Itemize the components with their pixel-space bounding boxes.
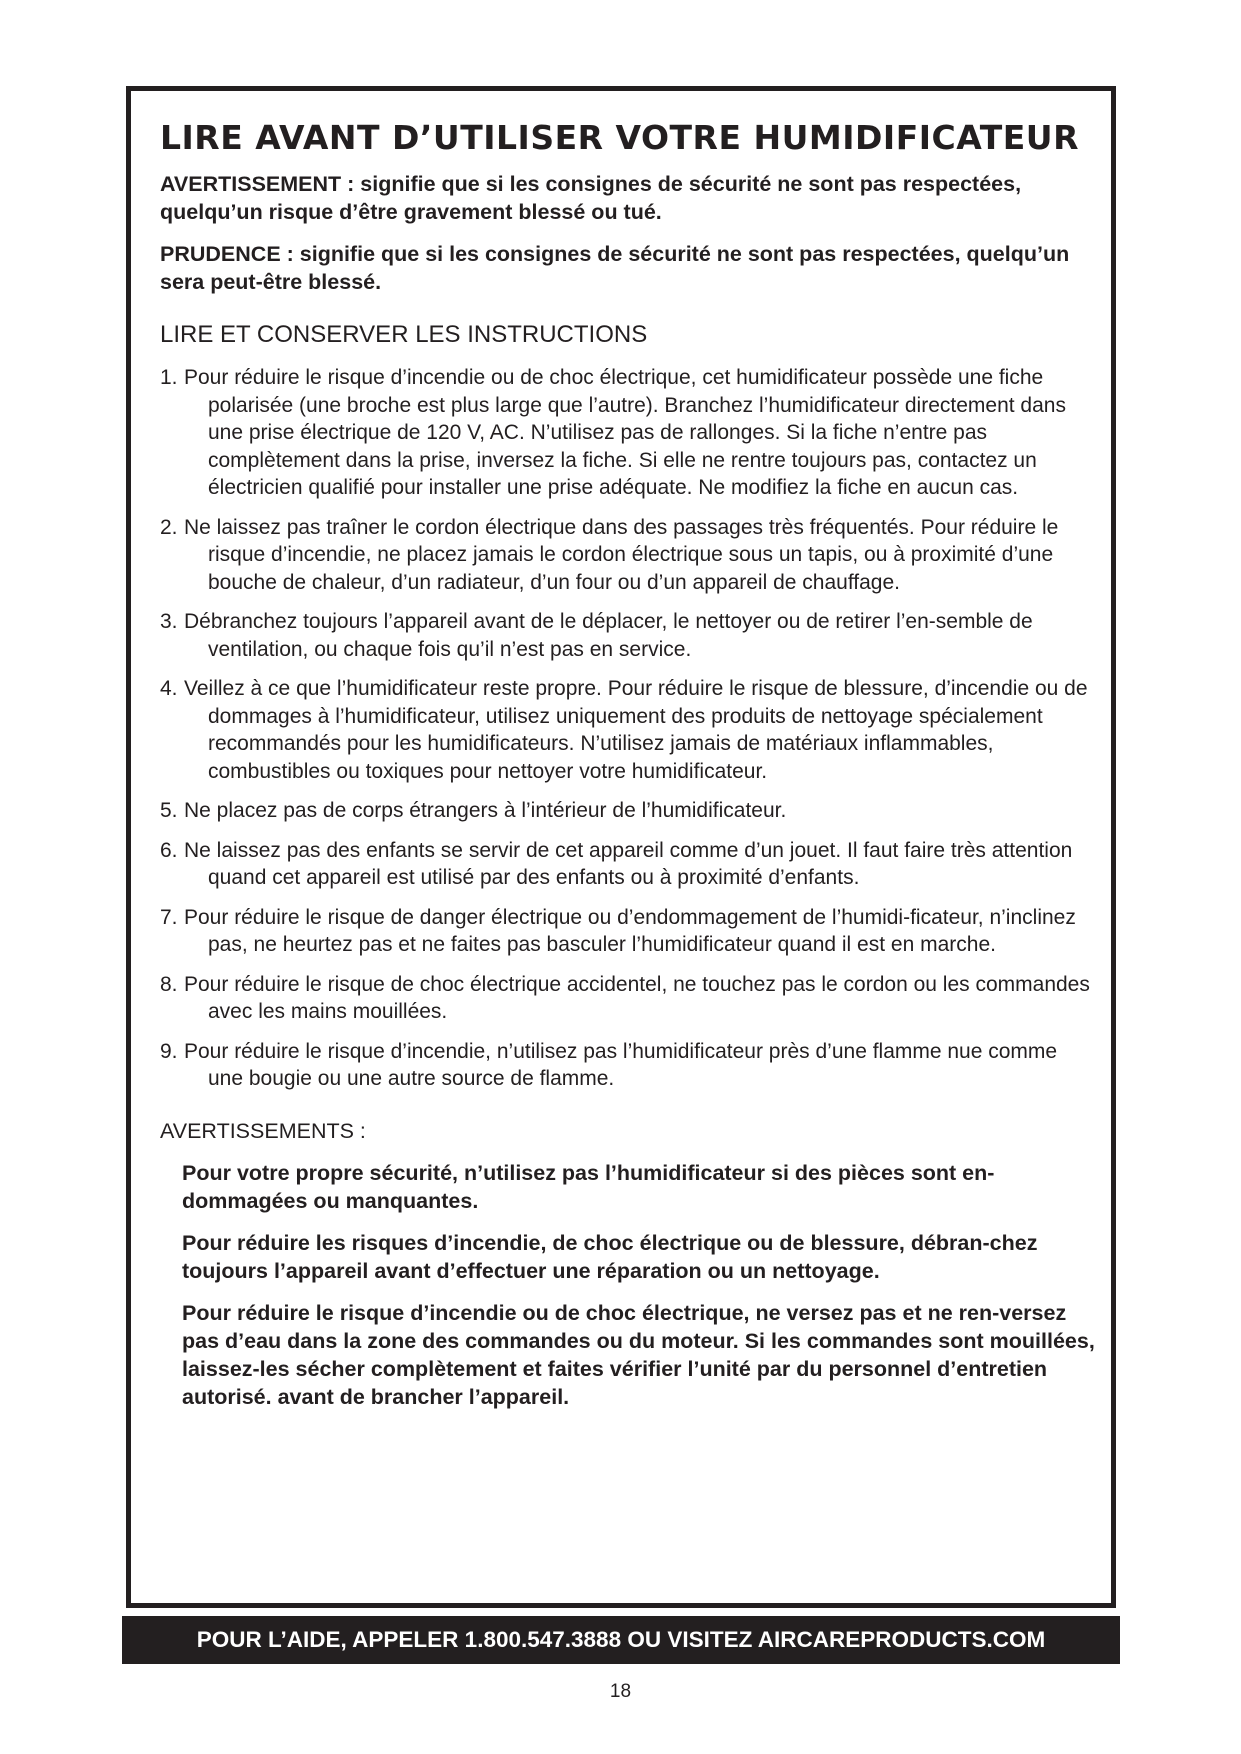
instruction-number: 8.	[160, 972, 178, 996]
instruction-item	[160, 837, 1096, 892]
instruction-text: Pour réduire le risque de danger électrique ou d’endommagement de l’humidi-ficateur, n’inclinez pas, ne heurtez pas et ne faites pas basculer l’humidificateur quand il est en marche.	[184, 905, 1076, 956]
instruction-number: 9.	[160, 1039, 178, 1063]
instruction-text: Ne laissez pas traîner le cordon électrique dans des passages très fréquentés. Pour réduire le risque d’incendie, ne placez jamais le cordon électrique sous un tapis, ou à proximité d’une bouche de chaleur, d’un radiateur, d’un four ou d’un appareil de chauffage.	[184, 515, 1059, 594]
instruction-number: 5.	[160, 799, 178, 822]
instruction-item	[160, 364, 1096, 502]
instruction-number: 6.	[160, 838, 178, 862]
instruction-item	[160, 608, 1096, 663]
instruction-text: Ne placez pas de corps étrangers à l’intérieur de l’humidificateur.	[184, 799, 787, 822]
instruction-item	[160, 904, 1096, 959]
caution-definition: PRUDENCE : signifie que si les consignes de sécurité ne sont pas respectées, quelqu’un sera peut-être blessé.	[160, 242, 1070, 294]
instruction-text: Veillez à ce que l’humidificateur reste propre. Pour réduire le risque de blessure, d’incendie ou de dommages à l’humidificateur, utilisez uniquement des produits de nettoyage spécialement recommandés pour les humidificateurs. N’utilisez jamais de matériaux inflammables, combustibles ou toxiques pour nettoyer votre humidificateur.	[184, 677, 1088, 783]
warning-paragraph: Pour votre propre sécurité, n’utilisez pas l’humidificateur si des pièces sont en-dommagées ou manquantes.	[182, 1160, 995, 1213]
instruction-number: 2.	[160, 515, 178, 539]
instruction-item	[160, 514, 1096, 597]
warning-definition: AVERTISSEMENT : signifie que si les consignes de sécurité ne sont pas respectées, quelqu’un risque d’être gravement blessé ou tué.	[160, 172, 1022, 224]
warning-paragraph: Pour réduire les risques d’incendie, de choc électrique ou de blessure, débran-chez toujours l’appareil avant d’effectuer une réparation ou un nettoyage.	[182, 1230, 1038, 1283]
instructions-list	[160, 364, 1096, 1093]
instruction-number: 4.	[160, 677, 178, 700]
instructions-heading: LIRE ET CONSERVER LES INSTRUCTIONS	[160, 321, 648, 348]
instruction-text: Pour réduire le risque d’incendie, n’utilisez pas l’humidificateur près d’une flamme nue comme une bougie ou une autre source de flamme.	[184, 1039, 1058, 1090]
warnings-heading: AVERTISSEMENTS :	[160, 1118, 366, 1143]
instruction-item	[160, 797, 1096, 825]
page-title: LIRE AVANT D’UTILISER VOTRE HUMIDIFICATEUR	[160, 118, 1079, 157]
help-footer-banner: POUR L’AIDE, APPELER 1.800.547.3888 OU VISITEZ AIRCAREPRODUCTS.COM	[122, 1616, 1120, 1664]
instruction-number: 1.	[160, 366, 178, 389]
instruction-item	[160, 1038, 1096, 1093]
instruction-text: Pour réduire le risque d’incendie ou de choc électrique, cet humidificateur possède une fiche polarisée (une broche est plus large que l’autre). Branchez l’humidificateur directement dans une prise électrique de 120 V, AC. N’utilisez pas de rallonges. Si la fiche n’entre pas complètement dans la prise, inversez la fiche. Si elle ne rentre toujours pas, contactez un électricien qualifié pour installer une prise adéquate. Ne modifiez la fiche en aucun cas.	[184, 366, 1066, 499]
instruction-number: 7.	[160, 905, 178, 929]
page-number: 18	[609, 1681, 632, 1702]
instruction-item	[160, 675, 1096, 785]
warning-paragraph: Pour réduire le risque d’incendie ou de choc électrique, ne versez pas et ne ren-versez pas d’eau dans la zone des commandes ou du moteur. Si les commandes sont mouillées, laissez-les sécher complètement et faites vérifier l’unité par du personnel d’entretien autorisé. avant de brancher l’appareil.	[182, 1300, 1095, 1409]
instruction-item	[160, 971, 1096, 1026]
instruction-text: Débranchez toujours l’appareil avant de le déplacer, le nettoyer ou de retirer l’en-semble de ventilation, ou chaque fois qu’il n’est pas en service.	[184, 610, 1033, 661]
instruction-text: Pour réduire le risque de choc électrique accidentel, ne touchez pas le cordon ou les commandes avec les mains mouillées.	[184, 972, 1090, 1023]
instruction-number: 3.	[160, 610, 178, 633]
instruction-text: Ne laissez pas des enfants se servir de cet appareil comme d’un jouet. Il faut faire très attention quand cet appareil est utilisé par des enfants ou à proximité d’enfants.	[184, 838, 1073, 889]
safety-content	[160, 118, 1096, 1425]
